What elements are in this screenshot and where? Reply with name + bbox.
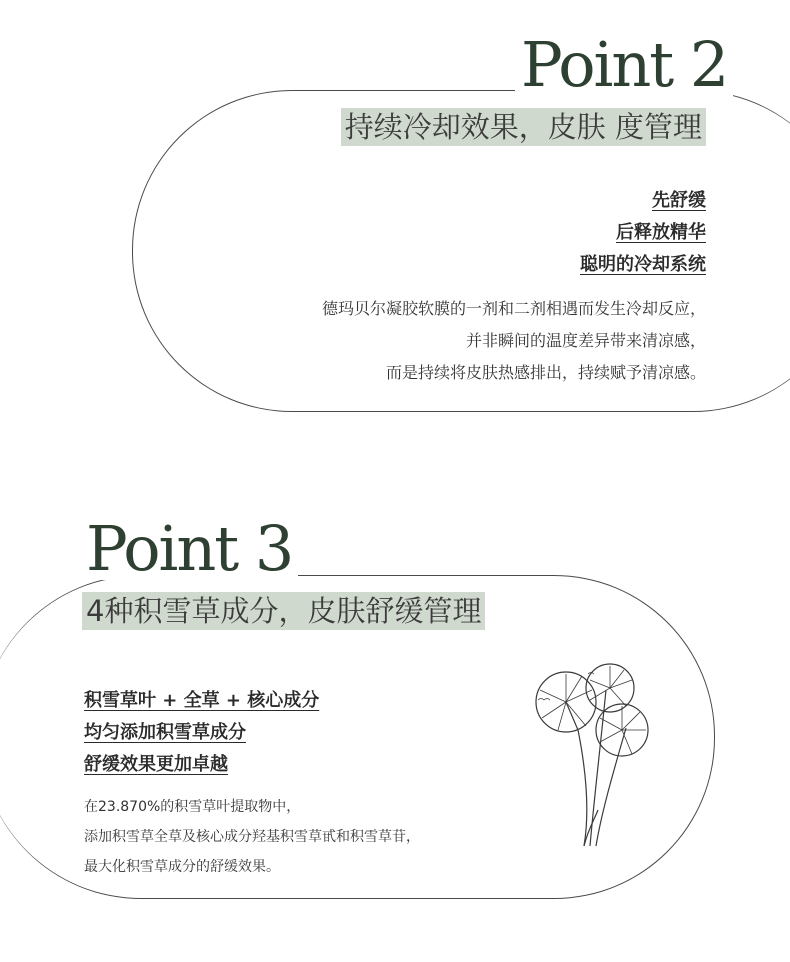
point3-description-line-1: 在23.870%的积雪草叶提取物中， [84, 799, 301, 815]
point3-feature-1: 积雪草叶 + 全草 + 核心成分 [84, 690, 320, 711]
point2-description-line-1: 德玛贝尔凝胶软膜的一剂和二剂相遇而发生冷却反应， [321, 299, 706, 318]
point2-headline: 持续冷却效果，皮肤 度管理 [341, 108, 706, 146]
point3-feature-2: 均匀添加积雪草成分 [84, 722, 246, 743]
point3-headline: 4种积雪草成分，皮肤舒缓管理 [82, 592, 485, 630]
point2-feature-1: 先舒缓 [652, 190, 706, 211]
point3-feature-3: 舒缓效果更加卓越 [84, 754, 228, 775]
point3-description-line-2: 添加积雪草全草及核心成分羟基积雪草甙和积雪草苷， [84, 829, 420, 845]
point2-description-line-2: 并非瞬间的温度差异带来清凉感， [465, 331, 706, 350]
point2-description-line-3: 而是持续将皮肤热感排出，持续赋予清凉感。 [385, 363, 706, 382]
point3-description-line-3: 最大化积雪草成分的舒缓效果。 [84, 859, 280, 875]
point2-title: Point 2 [515, 34, 733, 96]
centella-plant-icon [528, 660, 658, 850]
point3-title: Point 3 [80, 518, 298, 580]
point2-feature-2: 后释放精华 [616, 222, 706, 243]
point2-feature-3: 聪明的冷却系统 [580, 254, 706, 275]
